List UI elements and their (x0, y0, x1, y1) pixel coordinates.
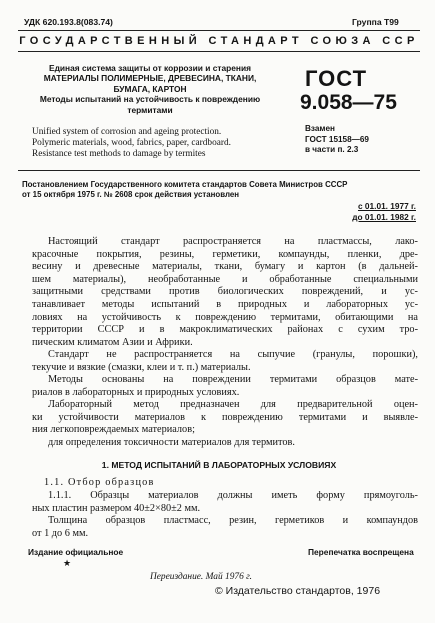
section-1-heading: 1. МЕТОД ИСПЫТАНИЙ В ЛАБОРАТОРНЫХ УСЛОВИЯХ (101, 460, 337, 470)
system-line: Единая система защиты от коррозии и старения (49, 63, 251, 73)
reprint-note: Переиздание. Май 1976 г. (150, 572, 252, 582)
text-line: территории СССР и в макроклиматических районах с сухим тро- (32, 324, 418, 336)
text-line: ки устойчивости материалов к повреждению термитами и выявле- (32, 411, 418, 423)
text-line: весину и древесные материалы, ткани, бумагу и картон (в дальней- (32, 261, 418, 273)
materials-line-2: БУМАГА, КАРТОН (113, 83, 187, 94)
text-line: текучие и вязкие (смазки, клеи и т. п.) материалы. (32, 361, 251, 373)
title-block (22, 63, 278, 115)
text-line: ных пластин размером 40±2×80±2 мм. (32, 502, 201, 514)
toxicity-paragraph: для определения токсичности материалов для термитов. (48, 437, 295, 448)
materials-line-1: МАТЕРИАЛЫ ПОЛИМЕРНЫЕ, ДРЕВЕСИНА, ТКАНИ, (43, 73, 257, 84)
intro-paragraph (32, 236, 418, 349)
udk-code: УДК 620.193.8(083.74) (24, 17, 113, 27)
sample-size-paragraph (32, 490, 418, 515)
english-line-2: Polymeric materials, wood, fabrics, paper, cardboard. (32, 137, 231, 148)
text-line: Лабораторный метод предназначен для предварительной оцен- (48, 399, 418, 410)
replaced-ref: ГОСТ 15158—69 (305, 134, 369, 144)
header-rule-bottom (18, 51, 420, 52)
methods-line-2: термитами (127, 104, 173, 115)
validity (330, 201, 416, 223)
english-line-1: Unified system of corrosion and ageing protection. (32, 127, 222, 137)
group-code: Группа Т99 (352, 17, 399, 27)
text-line: защитными средствами против биологических повреждений, и ус- (32, 286, 418, 298)
english-line-3: Resistance test methods to damage by termites (32, 148, 206, 159)
text-line: ловиях на устойчивость к повреждению термитами, обитающими на (32, 311, 418, 323)
text-line: Толщина образцов пластмасс, резин, герметиков и компаундов (48, 515, 418, 526)
decree-line-2: от 15 октября 1975 г. № 2608 срок действия установлен (22, 190, 240, 200)
text-line: Настоящий стандарт распространяется на пластмассы, лако- (48, 236, 418, 247)
official-edition: Издание официальное (28, 547, 124, 557)
lab-method-paragraph (32, 399, 418, 437)
replaced-label: Взамен (305, 124, 335, 133)
header-rule-top (18, 30, 420, 31)
text-line: шем материалы), необработанные и обработанные специальными (32, 273, 418, 285)
text-line: танавливает методы испытаний в природных и лабораторных ус- (32, 298, 418, 310)
title-rule (18, 170, 420, 171)
text-line: Стандарт не распространяется на сыпучие (гранулы, порошки), (48, 349, 418, 360)
reprint-forbidden: Перепечатка воспрещена (308, 547, 414, 557)
text-line: красочные покрытия, резины, герметики, компаунды, пленки, дре- (32, 248, 418, 260)
replaced-block (305, 124, 369, 156)
decree-line-1: Постановлением Государственного комитета стандартов Совета Министров СССР (22, 180, 348, 189)
gost-label: ГОСТ (305, 66, 368, 91)
subsection-heading: 1.1. Отбор образцов (44, 477, 155, 488)
text-line: риалов в лабораторных и природных условиях. (32, 386, 240, 398)
decree (22, 180, 420, 201)
star-mark: ★ (63, 558, 72, 568)
text-line: от 1 до 6 мм. (32, 527, 89, 539)
copyright: © Издательство стандартов, 1976 (215, 585, 381, 597)
gost-number: 9.058—75 (300, 91, 397, 114)
text-line: ния легкоповреждаемых материалов; (32, 424, 195, 436)
text-line: 1.1.1. Образцы материалов должны иметь форму прямоуголь- (48, 490, 418, 501)
validity-to: до 01.01. 1982 г. (352, 212, 416, 222)
english-title (32, 127, 282, 159)
standard-title: ГОСУДАРСТВЕННЫЙ СТАНДАРТ СОЮЗА ССР (19, 35, 419, 47)
sample-thickness-paragraph (32, 515, 418, 540)
scope-exclusion-paragraph (32, 349, 418, 374)
methods-line-1: Методы испытаний на устойчивость к повреждению (39, 94, 261, 105)
text-line: пическим климатом Азии и Африки. (32, 336, 193, 348)
method-basis-paragraph (32, 374, 418, 399)
text-line: Методы основаны на повреждении термитами образцов мате- (48, 374, 418, 385)
validity-from: с 01.01. 1977 г. (358, 201, 416, 211)
replaced-part: в части п. 2.3 (305, 145, 359, 155)
